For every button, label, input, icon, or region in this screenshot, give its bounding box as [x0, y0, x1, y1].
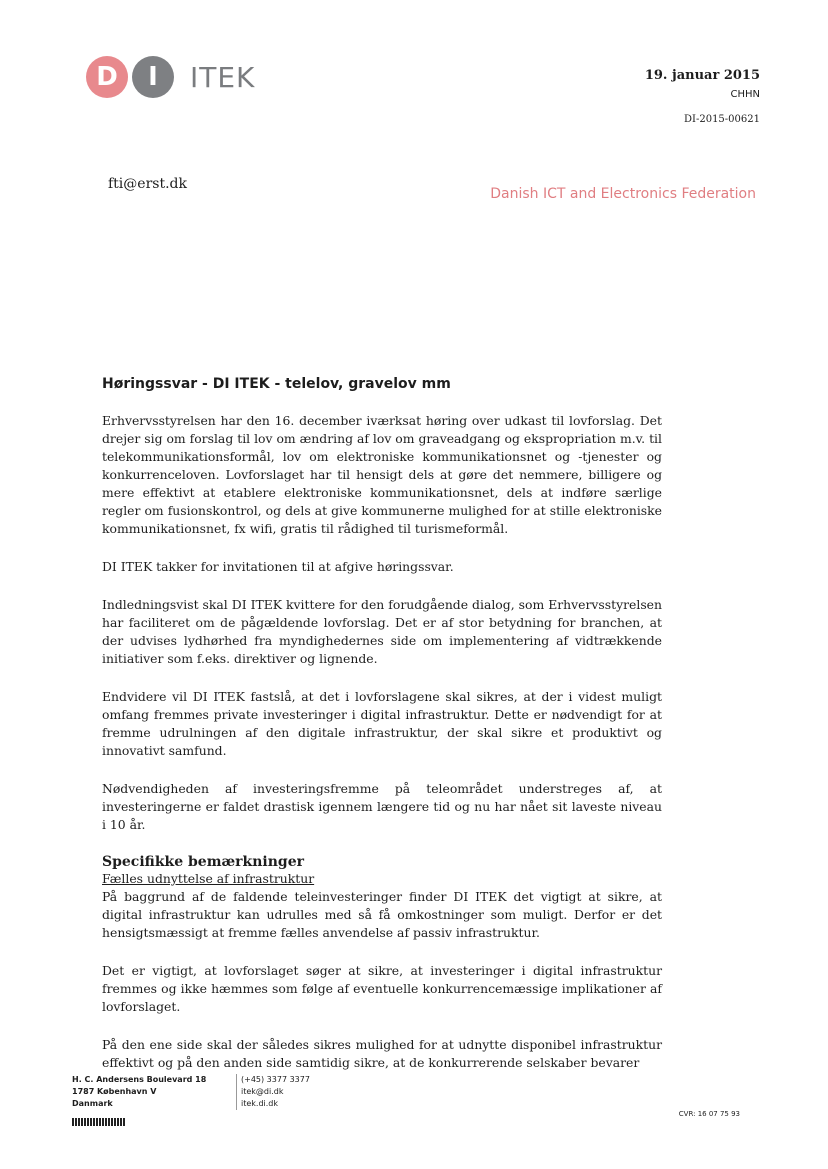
section-title: Specifikke bemærkninger	[102, 854, 304, 870]
logo-text: ITEK	[190, 60, 256, 94]
barcode-icon	[72, 1118, 125, 1126]
paragraph: DI ITEK takker for invitationen til at afgive høringssvar.	[102, 559, 454, 574]
paragraph: Nødvendigheden af investeringsfremme på teleområdet understreges af, at investeringerne er faldet drastisk igennem længere tid og nu har nået sit laveste niveau i 10 år.	[102, 781, 662, 832]
letter-meta	[645, 68, 760, 125]
paragraph: Endvidere vil DI ITEK fastslå, at det i lovforslagene skal sikres, at der i videst muligt omfang fremmes private investeringer i digital infrastruktur. Dette er nødvendigt for at fremme udrulningen af den digitale infrastruktur, der skal sikre et produktivt og innovativt samfund.	[102, 689, 662, 758]
paragraph: På baggrund af de faldende teleinvesteringer finder DI ITEK det vigtigt at sikre, at digital infrastruktur kan udrulles med så få omkostninger som muligt. Derfor er det hensigtsmæssigt at fremme fælles anvendelse af passiv infrastruktur.	[102, 889, 662, 940]
federation-name: Danish ICT and Electronics Federation	[490, 186, 756, 202]
footer-phone: (+45) 3377 3377	[241, 1075, 310, 1084]
cvr-number: CVR: 16 07 75 93	[678, 1110, 740, 1118]
footer-email: itek@di.dk	[241, 1087, 284, 1096]
subsection-title: Fælles udnyttelse af infrastruktur	[102, 871, 315, 886]
paragraph: Det er vigtigt, at lovforslaget søger at sikre, at investeringer i digital infrastruktur fremmes og ikke hæmmes som følge af eventuelle konkurrencemæssige implikationer af lovforslaget.	[102, 963, 662, 1014]
reference-number: DI-2015-00621	[684, 114, 760, 125]
footer-address-line: 1787 København V	[72, 1087, 157, 1096]
letter-body	[102, 376, 662, 1092]
paragraph: Erhvervsstyrelsen har den 16. december iværksat høring over udkast til lovforslag. Det drejer sig om forslag til lov om ændring af lov om graveadgang og ekspropriation m.v. til telekommunikationsformål, lov om elektroniske kommunikationsnet og -tjenester og konkurrenceloven. Lovforslaget har til hensigt dels at gøre det nemmere, billigere og mere effektivt at etablere elektroniske kommunikationsnet, dels at indføre særlige regler om fusionskontrol, og dels at give kommunerne mulighed for at stille elektroniske kommunikationsnet, fx wifi, gratis til rådighed til turismeformål.	[102, 413, 662, 536]
document-title: Høringssvar - DI ITEK - telelov, gravelov mm	[102, 376, 451, 392]
footer-address-line: Danmark	[72, 1099, 113, 1108]
logo-d-mark: D	[86, 56, 128, 98]
author-initials: CHHN	[730, 89, 760, 100]
footer-address	[72, 1074, 206, 1110]
letter-date: 19. januar 2015	[644, 68, 760, 83]
footer-contact	[236, 1074, 310, 1110]
recipient-email: fti@erst.dk	[108, 176, 187, 192]
footer-website: itek.di.dk	[241, 1099, 279, 1108]
logo-i-mark: I	[132, 56, 174, 98]
paragraph: Indledningsvist skal DI ITEK kvittere for den forudgående dialog, som Erhvervsstyrelsen har faciliteret om de pågældende lovforslag. Det er af stor betydning for branchen, at der udvises lydhørhed fra myndighedernes side om implementering af vidtrækkende initiativer som f.eks. direktiver og lignende.	[102, 597, 662, 666]
footer-address-line: H. C. Andersens Boulevard 18	[72, 1075, 207, 1084]
paragraph: På den ene side skal der således sikres mulighed for at udnytte disponibel infrastruktur effektivt og på den anden side samtidig sikre, at de konkurrerende selskaber bevarer	[102, 1037, 662, 1070]
logo	[86, 56, 255, 98]
